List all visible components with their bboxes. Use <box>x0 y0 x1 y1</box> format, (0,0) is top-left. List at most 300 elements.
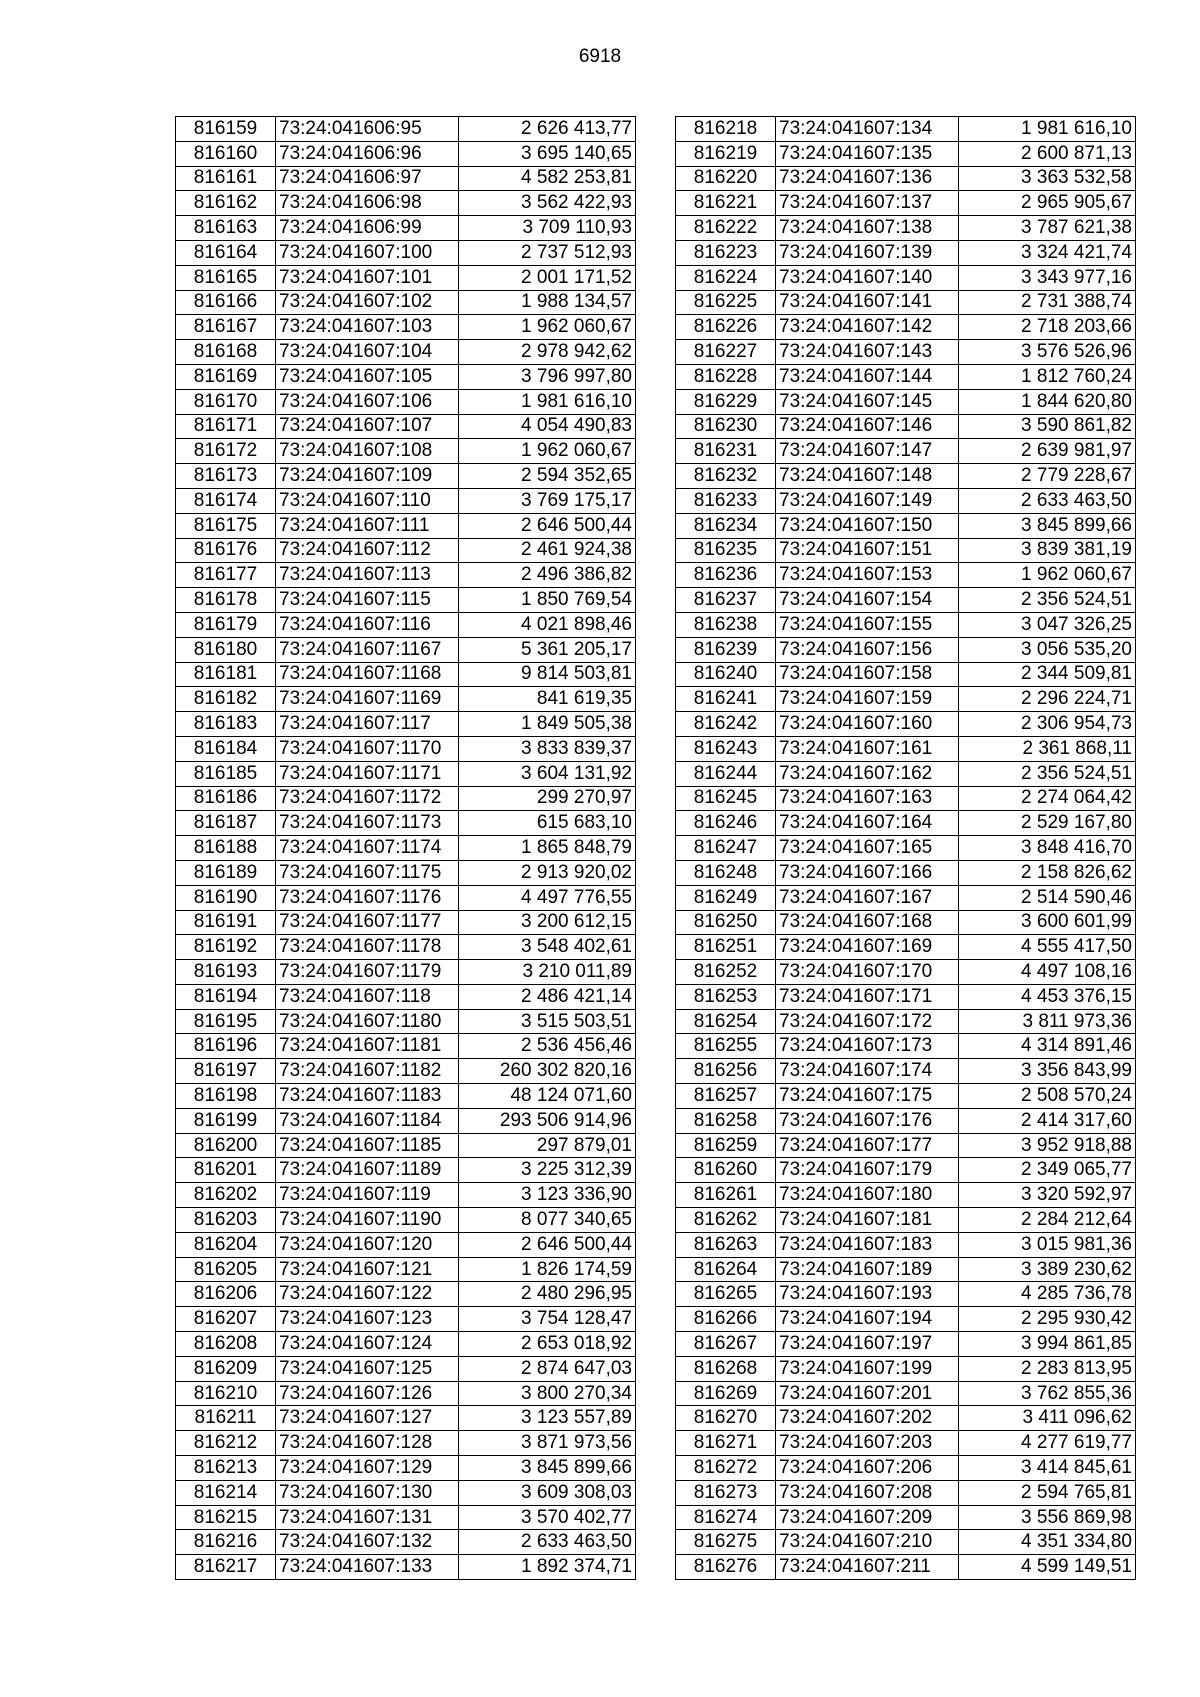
cadastral-number-cell: 73:24:041607:1180 <box>276 1009 459 1034</box>
registry-number-cell: 816254 <box>676 1009 776 1034</box>
registry-number-cell: 816177 <box>176 563 276 588</box>
cadastral-number-cell: 73:24:041607:165 <box>776 836 959 861</box>
table-row <box>676 1158 1136 1183</box>
value-cell: 1 981 616,10 <box>459 389 636 414</box>
value-cell: 2 779 228,67 <box>959 464 1136 489</box>
registry-number-cell: 816207 <box>176 1307 276 1332</box>
table-row <box>676 860 1136 885</box>
cadastral-number-cell: 73:24:041607:118 <box>276 984 459 1009</box>
value-cell: 3 320 592,97 <box>959 1183 1136 1208</box>
cadastral-number-cell: 73:24:041607:158 <box>776 662 959 687</box>
cadastral-number-cell: 73:24:041607:140 <box>776 265 959 290</box>
cadastral-number-cell: 73:24:041607:193 <box>776 1282 959 1307</box>
registry-number-cell: 816168 <box>176 340 276 365</box>
cadastral-number-cell: 73:24:041607:133 <box>276 1555 459 1580</box>
registry-number-cell: 816231 <box>676 439 776 464</box>
registry-number-cell: 816246 <box>676 811 776 836</box>
value-cell: 2 600 871,13 <box>959 141 1136 166</box>
value-cell: 3 833 839,37 <box>459 736 636 761</box>
registry-number-cell: 816223 <box>676 240 776 265</box>
cadastral-number-cell: 73:24:041607:151 <box>776 538 959 563</box>
cadastral-number-cell: 73:24:041607:130 <box>276 1480 459 1505</box>
cadastral-number-cell: 73:24:041607:162 <box>776 761 959 786</box>
value-cell: 3 363 532,58 <box>959 166 1136 191</box>
value-cell: 2 594 352,65 <box>459 464 636 489</box>
registry-number-cell: 816209 <box>176 1356 276 1381</box>
value-cell: 3 056 535,20 <box>959 637 1136 662</box>
cadastral-number-cell: 73:24:041607:181 <box>776 1208 959 1233</box>
cadastral-number-cell: 73:24:041607:177 <box>776 1133 959 1158</box>
value-cell: 3 324 421,74 <box>959 240 1136 265</box>
value-cell: 3 411 096,62 <box>959 1406 1136 1431</box>
table-row <box>676 1406 1136 1431</box>
registry-number-cell: 816258 <box>676 1108 776 1133</box>
table-row <box>676 1307 1136 1332</box>
table-row <box>176 563 636 588</box>
table-row <box>676 1009 1136 1034</box>
value-cell: 2 349 065,77 <box>959 1158 1136 1183</box>
registry-number-cell: 816219 <box>676 141 776 166</box>
registry-number-cell: 816191 <box>176 910 276 935</box>
registry-number-cell: 816176 <box>176 538 276 563</box>
cadastral-number-cell: 73:24:041607:1174 <box>276 836 459 861</box>
value-cell: 2 461 924,38 <box>459 538 636 563</box>
cadastral-number-cell: 73:24:041607:183 <box>776 1232 959 1257</box>
table-row <box>176 588 636 613</box>
registry-number-cell: 816267 <box>676 1332 776 1357</box>
cadastral-number-cell: 73:24:041607:159 <box>776 687 959 712</box>
registry-number-cell: 816226 <box>676 315 776 340</box>
value-cell: 2 306 954,73 <box>959 712 1136 737</box>
cadastral-number-cell: 73:24:041607:139 <box>776 240 959 265</box>
value-cell: 2 361 868,11 <box>959 736 1136 761</box>
cadastral-number-cell: 73:24:041607:208 <box>776 1480 959 1505</box>
table-row <box>676 712 1136 737</box>
cadastral-number-cell: 73:24:041607:149 <box>776 488 959 513</box>
table-row <box>676 811 1136 836</box>
table-row <box>676 662 1136 687</box>
registry-number-cell: 816262 <box>676 1208 776 1233</box>
registry-number-cell: 816194 <box>176 984 276 1009</box>
table-row <box>176 1505 636 1530</box>
registry-number-cell: 816230 <box>676 414 776 439</box>
table-row <box>676 389 1136 414</box>
registry-number-cell: 816215 <box>176 1505 276 1530</box>
table-row <box>676 984 1136 1009</box>
registry-number-cell: 816239 <box>676 637 776 662</box>
registry-number-cell: 816235 <box>676 538 776 563</box>
cadastral-number-cell: 73:24:041607:1189 <box>276 1158 459 1183</box>
cadastral-number-cell: 73:24:041607:103 <box>276 315 459 340</box>
cadastral-number-cell: 73:24:041607:1185 <box>276 1133 459 1158</box>
table-row <box>176 265 636 290</box>
table-row <box>676 687 1136 712</box>
value-cell: 3 845 899,66 <box>459 1456 636 1481</box>
table-row <box>176 464 636 489</box>
registry-number-cell: 816206 <box>176 1282 276 1307</box>
table-row <box>676 612 1136 637</box>
value-cell: 3 695 140,65 <box>459 141 636 166</box>
registry-number-cell: 816183 <box>176 712 276 737</box>
value-cell: 4 497 108,16 <box>959 960 1136 985</box>
registry-number-cell: 816257 <box>676 1084 776 1109</box>
registry-number-cell: 816263 <box>676 1232 776 1257</box>
table-row <box>676 464 1136 489</box>
registry-number-cell: 816242 <box>676 712 776 737</box>
value-cell: 1 826 174,59 <box>459 1257 636 1282</box>
cadastral-number-cell: 73:24:041607:171 <box>776 984 959 1009</box>
table-row <box>176 240 636 265</box>
table-row <box>176 414 636 439</box>
value-cell: 3 787 621,38 <box>959 216 1136 241</box>
table-row <box>176 1431 636 1456</box>
table-row <box>176 736 636 761</box>
table-row <box>176 860 636 885</box>
registry-number-cell: 816225 <box>676 290 776 315</box>
value-cell: 2 496 386,82 <box>459 563 636 588</box>
value-cell: 1 962 060,67 <box>959 563 1136 588</box>
table-row <box>676 315 1136 340</box>
cadastral-number-cell: 73:24:041607:141 <box>776 290 959 315</box>
value-cell: 2 508 570,24 <box>959 1084 1136 1109</box>
table-row <box>176 687 636 712</box>
table-row <box>176 935 636 960</box>
registry-number-cell: 816249 <box>676 885 776 910</box>
value-cell: 48 124 071,60 <box>459 1084 636 1109</box>
table-row <box>176 290 636 315</box>
cadastral-number-cell: 73:24:041607:180 <box>776 1183 959 1208</box>
registry-number-cell: 816240 <box>676 662 776 687</box>
value-cell: 2 639 981,97 <box>959 439 1136 464</box>
value-cell: 2 284 212,64 <box>959 1208 1136 1233</box>
table-row <box>176 1158 636 1183</box>
value-cell: 4 453 376,15 <box>959 984 1136 1009</box>
registry-number-cell: 816247 <box>676 836 776 861</box>
cadastral-number-cell: 73:24:041607:108 <box>276 439 459 464</box>
cadastral-number-cell: 73:24:041607:173 <box>776 1034 959 1059</box>
cadastral-number-cell: 73:24:041607:109 <box>276 464 459 489</box>
table-row <box>176 216 636 241</box>
table-row <box>676 1555 1136 1580</box>
registry-number-cell: 816199 <box>176 1108 276 1133</box>
table-row <box>176 166 636 191</box>
table-row <box>176 1307 636 1332</box>
cadastral-number-cell: 73:24:041607:166 <box>776 860 959 885</box>
cadastral-number-cell: 73:24:041607:131 <box>276 1505 459 1530</box>
value-cell: 3 590 861,82 <box>959 414 1136 439</box>
registry-number-cell: 816197 <box>176 1059 276 1084</box>
cadastral-number-cell: 73:24:041607:120 <box>276 1232 459 1257</box>
registry-number-cell: 816261 <box>676 1183 776 1208</box>
cadastral-number-cell: 73:24:041607:1179 <box>276 960 459 985</box>
table-row <box>176 1133 636 1158</box>
registry-number-cell: 816204 <box>176 1232 276 1257</box>
table-row <box>176 141 636 166</box>
value-cell: 2 633 463,50 <box>959 488 1136 513</box>
cadastral-number-cell: 73:24:041607:150 <box>776 513 959 538</box>
table-row <box>176 513 636 538</box>
registry-number-cell: 816162 <box>176 191 276 216</box>
registry-number-cell: 816256 <box>676 1059 776 1084</box>
registry-number-cell: 816210 <box>176 1381 276 1406</box>
table-row <box>176 1332 636 1357</box>
value-cell: 2 344 509,81 <box>959 662 1136 687</box>
table-row <box>176 191 636 216</box>
cadastral-number-cell: 73:24:041607:101 <box>276 265 459 290</box>
registry-number-cell: 816188 <box>176 836 276 861</box>
value-cell: 1 850 769,54 <box>459 588 636 613</box>
value-cell: 3 210 011,89 <box>459 960 636 985</box>
value-cell: 3 015 981,36 <box>959 1232 1136 1257</box>
cadastral-number-cell: 73:24:041607:174 <box>776 1059 959 1084</box>
cadastral-number-cell: 73:24:041607:138 <box>776 216 959 241</box>
registry-number-cell: 816171 <box>176 414 276 439</box>
registry-number-cell: 816184 <box>176 736 276 761</box>
registry-number-cell: 816166 <box>176 290 276 315</box>
registry-number-cell: 816182 <box>176 687 276 712</box>
cadastral-number-cell: 73:24:041607:161 <box>776 736 959 761</box>
registry-number-cell: 816161 <box>176 166 276 191</box>
registry-number-cell: 816275 <box>676 1530 776 1555</box>
registry-number-cell: 816252 <box>676 960 776 985</box>
value-cell: 1 962 060,67 <box>459 439 636 464</box>
cadastral-number-cell: 73:24:041607:111 <box>276 513 459 538</box>
value-cell: 615 683,10 <box>459 811 636 836</box>
cadastral-number-cell: 73:24:041606:96 <box>276 141 459 166</box>
cadastral-number-cell: 73:24:041607:110 <box>276 488 459 513</box>
value-cell: 4 599 149,51 <box>959 1555 1136 1580</box>
cadastral-number-cell: 73:24:041607:112 <box>276 538 459 563</box>
registry-number-cell: 816160 <box>176 141 276 166</box>
value-cell: 3 604 131,92 <box>459 761 636 786</box>
registry-number-cell: 816211 <box>176 1406 276 1431</box>
registry-number-cell: 816169 <box>176 364 276 389</box>
cadastral-number-cell: 73:24:041607:1169 <box>276 687 459 712</box>
value-cell: 3 609 308,03 <box>459 1480 636 1505</box>
value-cell: 2 001 171,52 <box>459 265 636 290</box>
cadastral-number-cell: 73:24:041607:1183 <box>276 1084 459 1109</box>
registry-number-cell: 816190 <box>176 885 276 910</box>
value-cell: 2 283 813,95 <box>959 1356 1136 1381</box>
table-row <box>176 1034 636 1059</box>
table-row <box>176 538 636 563</box>
value-cell: 8 077 340,65 <box>459 1208 636 1233</box>
table-row <box>176 984 636 1009</box>
value-cell: 3 356 843,99 <box>959 1059 1136 1084</box>
value-cell: 3 414 845,61 <box>959 1456 1136 1481</box>
value-cell: 9 814 503,81 <box>459 662 636 687</box>
registry-number-cell: 816233 <box>676 488 776 513</box>
cadastral-number-cell: 73:24:041607:1182 <box>276 1059 459 1084</box>
registry-number-cell: 816167 <box>176 315 276 340</box>
cadastral-number-cell: 73:24:041607:170 <box>776 960 959 985</box>
cadastral-number-cell: 73:24:041607:189 <box>776 1257 959 1282</box>
value-cell: 3 515 503,51 <box>459 1009 636 1034</box>
table-row <box>176 761 636 786</box>
value-cell: 841 619,35 <box>459 687 636 712</box>
value-cell: 4 285 736,78 <box>959 1282 1136 1307</box>
table-row <box>676 513 1136 538</box>
value-cell: 2 913 920,02 <box>459 860 636 885</box>
value-cell: 2 646 500,44 <box>459 513 636 538</box>
registry-number-cell: 816224 <box>676 265 776 290</box>
value-cell: 2 965 905,67 <box>959 191 1136 216</box>
value-cell: 3 796 997,80 <box>459 364 636 389</box>
value-cell: 3 570 402,77 <box>459 1505 636 1530</box>
table-row <box>676 836 1136 861</box>
cadastral-number-cell: 73:24:041607:119 <box>276 1183 459 1208</box>
cadastral-number-cell: 73:24:041607:116 <box>276 612 459 637</box>
cadastral-number-cell: 73:24:041607:1167 <box>276 637 459 662</box>
cadastral-number-cell: 73:24:041607:105 <box>276 364 459 389</box>
table-row <box>176 637 636 662</box>
table-row <box>676 240 1136 265</box>
table-row <box>176 1084 636 1109</box>
registry-number-cell: 816264 <box>676 1257 776 1282</box>
registry-number-cell: 816251 <box>676 935 776 960</box>
registry-number-cell: 816187 <box>176 811 276 836</box>
cadastral-number-cell: 73:24:041607:122 <box>276 1282 459 1307</box>
table-row <box>176 1530 636 1555</box>
registry-number-cell: 816273 <box>676 1480 776 1505</box>
table-row <box>676 191 1136 216</box>
table-row <box>676 885 1136 910</box>
registry-number-cell: 816163 <box>176 216 276 241</box>
table-row <box>176 1208 636 1233</box>
value-cell: 3 800 270,34 <box>459 1381 636 1406</box>
cadastral-number-cell: 73:24:041607:169 <box>776 935 959 960</box>
table-row <box>176 1480 636 1505</box>
table-row <box>676 141 1136 166</box>
table-row <box>676 1356 1136 1381</box>
cadastral-number-cell: 73:24:041607:1175 <box>276 860 459 885</box>
table-row <box>676 439 1136 464</box>
registry-number-cell: 816196 <box>176 1034 276 1059</box>
cadastral-number-cell: 73:24:041607:167 <box>776 885 959 910</box>
registry-number-cell: 816189 <box>176 860 276 885</box>
cadastral-number-cell: 73:24:041607:163 <box>776 786 959 811</box>
cadastral-number-cell: 73:24:041607:210 <box>776 1530 959 1555</box>
cadastral-number-cell: 73:24:041607:1190 <box>276 1208 459 1233</box>
value-cell: 2 296 224,71 <box>959 687 1136 712</box>
registry-number-cell: 816220 <box>676 166 776 191</box>
cadastral-number-cell: 73:24:041607:160 <box>776 712 959 737</box>
cadastral-number-cell: 73:24:041607:176 <box>776 1108 959 1133</box>
registry-number-cell: 816266 <box>676 1307 776 1332</box>
value-cell: 4 314 891,46 <box>959 1034 1136 1059</box>
registry-number-cell: 816272 <box>676 1456 776 1481</box>
table-row <box>676 1133 1136 1158</box>
cadastral-number-cell: 73:24:041607:156 <box>776 637 959 662</box>
cadastral-number-cell: 73:24:041607:135 <box>776 141 959 166</box>
table-row <box>176 1456 636 1481</box>
registry-table-left <box>175 116 636 1580</box>
registry-number-cell: 816228 <box>676 364 776 389</box>
value-cell: 2 529 167,80 <box>959 811 1136 836</box>
cadastral-number-cell: 73:24:041607:125 <box>276 1356 459 1381</box>
registry-number-cell: 816208 <box>176 1332 276 1357</box>
registry-number-cell: 816271 <box>676 1431 776 1456</box>
registry-number-cell: 816260 <box>676 1158 776 1183</box>
table-row <box>676 1257 1136 1282</box>
cadastral-number-cell: 73:24:041607:1177 <box>276 910 459 935</box>
value-cell: 2 536 456,46 <box>459 1034 636 1059</box>
table-row <box>676 588 1136 613</box>
cadastral-number-cell: 73:24:041607:175 <box>776 1084 959 1109</box>
registry-number-cell: 816221 <box>676 191 776 216</box>
table-row <box>676 1208 1136 1233</box>
registry-number-cell: 816218 <box>676 117 776 142</box>
cadastral-number-cell: 73:24:041607:147 <box>776 439 959 464</box>
value-cell: 1 962 060,67 <box>459 315 636 340</box>
value-cell: 2 480 296,95 <box>459 1282 636 1307</box>
table-row <box>676 935 1136 960</box>
table-row <box>176 1108 636 1133</box>
value-cell: 260 302 820,16 <box>459 1059 636 1084</box>
cadastral-number-cell: 73:24:041607:1171 <box>276 761 459 786</box>
value-cell: 293 506 914,96 <box>459 1108 636 1133</box>
registry-number-cell: 816229 <box>676 389 776 414</box>
value-cell: 299 270,97 <box>459 786 636 811</box>
value-cell: 2 414 317,60 <box>959 1108 1136 1133</box>
cadastral-number-cell: 73:24:041607:113 <box>276 563 459 588</box>
cadastral-number-cell: 73:24:041607:136 <box>776 166 959 191</box>
value-cell: 1 849 505,38 <box>459 712 636 737</box>
registry-number-cell: 816203 <box>176 1208 276 1233</box>
table-row <box>176 1381 636 1406</box>
cadastral-number-cell: 73:24:041607:134 <box>776 117 959 142</box>
cadastral-number-cell: 73:24:041607:121 <box>276 1257 459 1282</box>
cadastral-number-cell: 73:24:041607:164 <box>776 811 959 836</box>
registry-number-cell: 816232 <box>676 464 776 489</box>
registry-number-cell: 816243 <box>676 736 776 761</box>
value-cell: 4 351 334,80 <box>959 1530 1136 1555</box>
cadastral-number-cell: 73:24:041607:153 <box>776 563 959 588</box>
cadastral-number-cell: 73:24:041607:202 <box>776 1406 959 1431</box>
value-cell: 2 646 500,44 <box>459 1232 636 1257</box>
value-cell: 3 548 402,61 <box>459 935 636 960</box>
cadastral-number-cell: 73:24:041607:1184 <box>276 1108 459 1133</box>
table-row <box>676 290 1136 315</box>
table-row <box>176 1406 636 1431</box>
table-row <box>676 1059 1136 1084</box>
cadastral-number-cell: 73:24:041607:201 <box>776 1381 959 1406</box>
table-row <box>676 538 1136 563</box>
cadastral-number-cell: 73:24:041607:172 <box>776 1009 959 1034</box>
registry-number-cell: 816245 <box>676 786 776 811</box>
registry-number-cell: 816236 <box>676 563 776 588</box>
table-row <box>176 662 636 687</box>
registry-number-cell: 816241 <box>676 687 776 712</box>
registry-number-cell: 816195 <box>176 1009 276 1034</box>
table-row <box>676 910 1136 935</box>
cadastral-number-cell: 73:24:041607:211 <box>776 1555 959 1580</box>
registry-number-cell: 816181 <box>176 662 276 687</box>
table-row <box>176 340 636 365</box>
registry-number-cell: 816159 <box>176 117 276 142</box>
cadastral-number-cell: 73:24:041607:104 <box>276 340 459 365</box>
table-row <box>176 836 636 861</box>
registry-number-cell: 816213 <box>176 1456 276 1481</box>
table-row <box>676 960 1136 985</box>
registry-number-cell: 816276 <box>676 1555 776 1580</box>
table-row <box>176 439 636 464</box>
table-row <box>676 1282 1136 1307</box>
cadastral-number-cell: 73:24:041607:206 <box>776 1456 959 1481</box>
cadastral-number-cell: 73:24:041606:98 <box>276 191 459 216</box>
registry-number-cell: 816253 <box>676 984 776 1009</box>
table-row <box>676 1108 1136 1133</box>
